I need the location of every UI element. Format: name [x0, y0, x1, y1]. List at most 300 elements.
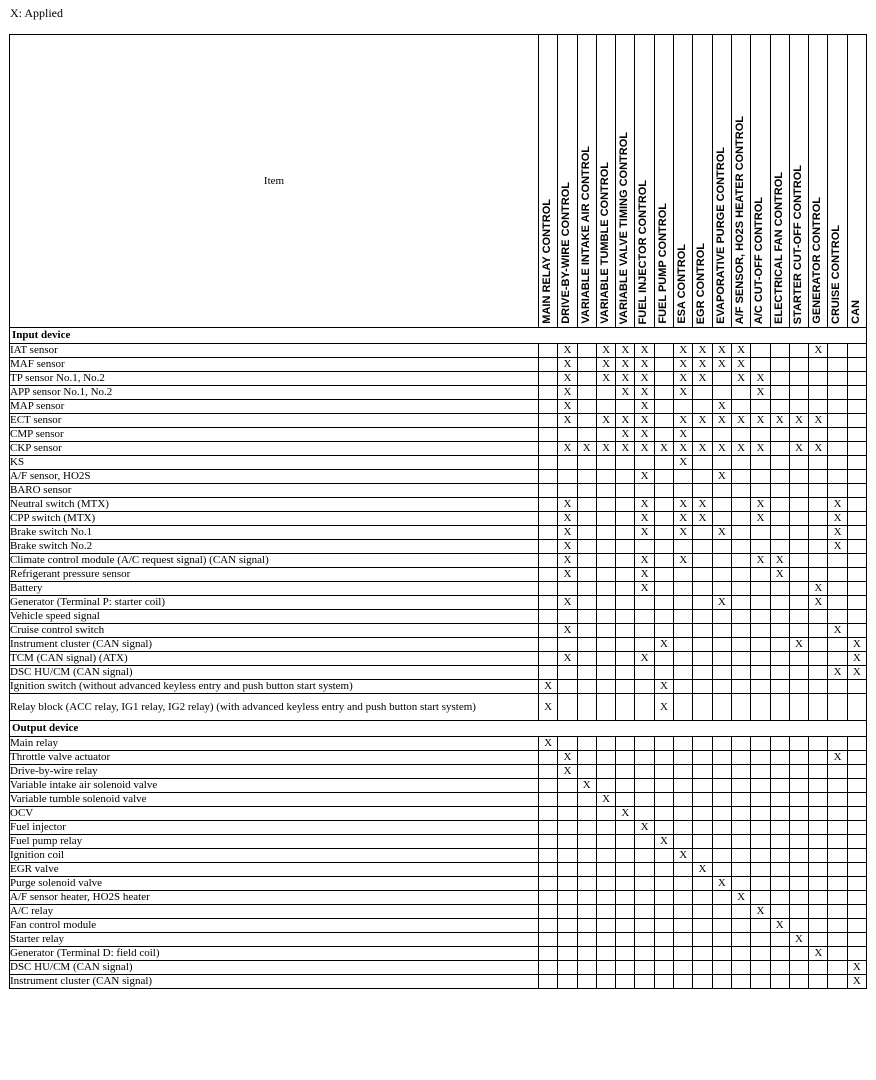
matrix-cell [596, 540, 615, 554]
matrix-cell [828, 456, 847, 470]
applied-mark: X [712, 358, 731, 372]
matrix-cell [616, 947, 635, 961]
matrix-cell [847, 554, 866, 568]
matrix-cell [712, 652, 731, 666]
matrix-cell [751, 680, 770, 694]
matrix-cell [693, 933, 712, 947]
matrix-cell [654, 372, 673, 386]
matrix-cell [789, 751, 808, 765]
matrix-cell [635, 891, 654, 905]
matrix-cell [789, 344, 808, 358]
matrix-cell [809, 428, 828, 442]
matrix-cell [712, 863, 731, 877]
applied-mark: X [712, 344, 731, 358]
matrix-cell [809, 905, 828, 919]
column-header-label: EVAPORATIVE PURGE CONTROL [714, 147, 727, 324]
matrix-cell [712, 835, 731, 849]
matrix-cell [539, 596, 558, 610]
table-row [10, 961, 867, 975]
matrix-cell [712, 933, 731, 947]
matrix-cell [539, 779, 558, 793]
matrix-cell [674, 624, 693, 638]
row-label: BARO sensor [10, 484, 539, 498]
matrix-cell [828, 891, 847, 905]
matrix-cell [654, 849, 673, 863]
table-row [10, 666, 867, 680]
matrix-cell [809, 680, 828, 694]
matrix-cell [712, 849, 731, 863]
matrix-cell [828, 793, 847, 807]
matrix-cell [770, 456, 789, 470]
matrix-cell [751, 961, 770, 975]
matrix-cell [674, 961, 693, 975]
matrix-cell [596, 554, 615, 568]
applied-mark: X [558, 751, 577, 765]
matrix-cell [596, 975, 615, 989]
applied-mark: X [596, 372, 615, 386]
matrix-cell [828, 821, 847, 835]
matrix-cell [809, 512, 828, 526]
applied-mark: X [674, 442, 693, 456]
column-header-0 [539, 35, 558, 328]
matrix-cell [616, 694, 635, 721]
matrix-cell [828, 596, 847, 610]
table-row [10, 456, 867, 470]
matrix-cell [674, 484, 693, 498]
matrix-cell [539, 512, 558, 526]
matrix-cell [847, 498, 866, 512]
column-header-label: EGR CONTROL [695, 242, 708, 324]
matrix-cell [731, 737, 750, 751]
column-header-label: VARIABLE VALVE TIMING CONTROL [618, 131, 631, 324]
matrix-cell [616, 554, 635, 568]
matrix-cell [596, 624, 615, 638]
table-row [10, 905, 867, 919]
applied-mark: X [558, 540, 577, 554]
matrix-cell [751, 358, 770, 372]
matrix-cell [847, 680, 866, 694]
matrix-cell [789, 849, 808, 863]
matrix-cell [789, 554, 808, 568]
matrix-cell [596, 610, 615, 624]
matrix-cell [731, 554, 750, 568]
matrix-cell [731, 596, 750, 610]
table-row [10, 680, 867, 694]
matrix-cell [770, 905, 789, 919]
matrix-cell [751, 638, 770, 652]
matrix-cell [539, 540, 558, 554]
applied-mark: X [654, 638, 673, 652]
matrix-cell [577, 947, 596, 961]
matrix-cell [577, 863, 596, 877]
applied-mark: X [616, 442, 635, 456]
matrix-cell [577, 400, 596, 414]
matrix-cell [847, 526, 866, 540]
matrix-cell [558, 456, 577, 470]
matrix-cell [616, 779, 635, 793]
matrix-cell [770, 666, 789, 680]
matrix-cell [596, 863, 615, 877]
matrix-cell [616, 498, 635, 512]
matrix-cell [770, 610, 789, 624]
matrix-cell [654, 610, 673, 624]
matrix-cell [693, 694, 712, 721]
matrix-cell [751, 849, 770, 863]
matrix-cell [577, 568, 596, 582]
applied-mark: X [847, 666, 866, 680]
row-label: Relay block (ACC relay, IG1 relay, IG2 relay) (with advanced keyless entry and push button start system) [10, 694, 539, 721]
matrix-cell [731, 779, 750, 793]
matrix-cell [539, 638, 558, 652]
matrix-cell [770, 863, 789, 877]
matrix-cell [789, 680, 808, 694]
applied-mark: X [596, 344, 615, 358]
table-row [10, 737, 867, 751]
matrix-cell [577, 624, 596, 638]
row-label: Generator (Terminal P: starter coil) [10, 596, 539, 610]
matrix-cell [558, 933, 577, 947]
matrix-cell [693, 891, 712, 905]
matrix-cell [558, 680, 577, 694]
matrix-cell [770, 596, 789, 610]
matrix-cell [577, 610, 596, 624]
row-label: Instrument cluster (CAN signal) [10, 638, 539, 652]
matrix-cell [731, 526, 750, 540]
applied-mark: X [847, 975, 866, 989]
matrix-cell [616, 568, 635, 582]
row-label: Vehicle speed signal [10, 610, 539, 624]
matrix-cell [847, 779, 866, 793]
applied-mark: X [616, 358, 635, 372]
matrix-cell [635, 765, 654, 779]
column-header-5 [635, 35, 654, 328]
matrix-cell [558, 877, 577, 891]
table-row [10, 610, 867, 624]
table-row [10, 526, 867, 540]
applied-mark: X [635, 344, 654, 358]
matrix-cell [635, 863, 654, 877]
matrix-cell [789, 891, 808, 905]
legend-text: X: Applied [10, 6, 63, 20]
matrix-cell [712, 821, 731, 835]
matrix-cell [577, 891, 596, 905]
matrix-cell [654, 905, 673, 919]
applied-mark: X [635, 442, 654, 456]
applied-mark: X [539, 737, 558, 751]
applied-mark: X [674, 498, 693, 512]
matrix-cell [731, 456, 750, 470]
matrix-cell [674, 807, 693, 821]
table-row [10, 947, 867, 961]
matrix-cell [616, 526, 635, 540]
matrix-cell [674, 400, 693, 414]
column-header-2 [577, 35, 596, 328]
matrix-cell [596, 582, 615, 596]
table-row [10, 835, 867, 849]
matrix-cell [751, 807, 770, 821]
matrix-cell [635, 905, 654, 919]
matrix-cell [539, 498, 558, 512]
matrix-cell [577, 765, 596, 779]
applied-mark: X [577, 442, 596, 456]
applied-mark: X [712, 526, 731, 540]
row-label: Fuel injector [10, 821, 539, 835]
applied-mark: X [596, 358, 615, 372]
column-header-8 [693, 35, 712, 328]
item-column-header: Item [10, 35, 539, 328]
column-header-label: ESA CONTROL [676, 244, 689, 324]
matrix-cell [693, 456, 712, 470]
matrix-cell [809, 610, 828, 624]
matrix-cell [577, 680, 596, 694]
matrix-cell [789, 568, 808, 582]
table-row [10, 470, 867, 484]
matrix-cell [596, 694, 615, 721]
matrix-cell [789, 666, 808, 680]
matrix-cell [539, 849, 558, 863]
matrix-cell [577, 666, 596, 680]
matrix-cell [674, 596, 693, 610]
applied-mark: X [731, 344, 750, 358]
matrix-cell [577, 793, 596, 807]
matrix-cell [539, 947, 558, 961]
column-header-11 [751, 35, 770, 328]
matrix-cell [539, 358, 558, 372]
row-label: APP sensor No.1, No.2 [10, 386, 539, 400]
applied-mark: X [674, 358, 693, 372]
matrix-cell [616, 835, 635, 849]
matrix-cell [693, 905, 712, 919]
matrix-cell [828, 484, 847, 498]
matrix-cell [751, 400, 770, 414]
applied-mark: X [558, 652, 577, 666]
matrix-cell [789, 905, 808, 919]
matrix-cell [712, 554, 731, 568]
matrix-cell [693, 386, 712, 400]
applied-mark: X [558, 442, 577, 456]
table-row [10, 891, 867, 905]
matrix-cell [751, 610, 770, 624]
matrix-cell [789, 807, 808, 821]
matrix-cell [847, 358, 866, 372]
matrix-cell [616, 933, 635, 947]
applied-mark: X [674, 344, 693, 358]
matrix-cell [712, 582, 731, 596]
row-label: Variable intake air solenoid valve [10, 779, 539, 793]
matrix-cell [809, 386, 828, 400]
matrix-cell [828, 400, 847, 414]
matrix-cell [693, 807, 712, 821]
matrix-cell [809, 835, 828, 849]
matrix-cell [654, 582, 673, 596]
matrix-cell [577, 428, 596, 442]
row-label: MAP sensor [10, 400, 539, 414]
matrix-cell [770, 400, 789, 414]
matrix-cell [577, 358, 596, 372]
matrix-cell [654, 484, 673, 498]
applied-mark: X [693, 442, 712, 456]
matrix-cell [712, 919, 731, 933]
matrix-cell [577, 372, 596, 386]
matrix-cell [712, 386, 731, 400]
matrix-cell [693, 428, 712, 442]
matrix-cell [654, 344, 673, 358]
table-row [10, 554, 867, 568]
matrix-cell [828, 947, 847, 961]
matrix-cell [828, 554, 847, 568]
matrix-cell [674, 610, 693, 624]
matrix-cell [770, 498, 789, 512]
matrix-cell [809, 919, 828, 933]
matrix-cell [539, 905, 558, 919]
matrix-cell [847, 414, 866, 428]
applied-mark: X [674, 414, 693, 428]
matrix-cell [712, 779, 731, 793]
matrix-cell [693, 666, 712, 680]
matrix-cell [847, 694, 866, 721]
matrix-cell [674, 877, 693, 891]
matrix-cell [828, 737, 847, 751]
matrix-cell [847, 751, 866, 765]
table-row [10, 512, 867, 526]
matrix-cell [789, 624, 808, 638]
matrix-cell [751, 456, 770, 470]
table-row [10, 498, 867, 512]
applied-mark: X [847, 652, 866, 666]
matrix-cell [539, 835, 558, 849]
matrix-cell [654, 652, 673, 666]
matrix-cell [616, 638, 635, 652]
matrix-cell [731, 428, 750, 442]
matrix-cell [616, 891, 635, 905]
matrix-cell [809, 540, 828, 554]
matrix-cell [770, 877, 789, 891]
matrix-cell [539, 442, 558, 456]
matrix-cell [674, 905, 693, 919]
matrix-cell [693, 568, 712, 582]
matrix-cell [558, 919, 577, 933]
applied-mark: X [770, 554, 789, 568]
matrix-cell [751, 526, 770, 540]
matrix-cell [654, 863, 673, 877]
matrix-cell [654, 751, 673, 765]
column-header-label: GENERATOR CONTROL [811, 197, 824, 324]
applied-mark: X [558, 400, 577, 414]
matrix-cell [616, 540, 635, 554]
matrix-cell [809, 652, 828, 666]
applied-mark: X [847, 961, 866, 975]
matrix-cell [789, 582, 808, 596]
matrix-cell [693, 526, 712, 540]
matrix-cell [635, 737, 654, 751]
matrix-cell [751, 947, 770, 961]
matrix-cell [577, 526, 596, 540]
matrix-cell [770, 484, 789, 498]
matrix-cell [616, 765, 635, 779]
matrix-cell [616, 905, 635, 919]
matrix-cell [616, 751, 635, 765]
matrix-cell [809, 737, 828, 751]
matrix-cell [693, 470, 712, 484]
table-row [10, 442, 867, 456]
applied-mark: X [635, 358, 654, 372]
applied-mark: X [751, 512, 770, 526]
matrix-cell [809, 498, 828, 512]
section-title: Input device [10, 328, 867, 344]
matrix-cell [539, 568, 558, 582]
applied-mark: X [635, 470, 654, 484]
matrix-cell [693, 610, 712, 624]
applied-mark: X [635, 386, 654, 400]
row-label: Fuel pump relay [10, 835, 539, 849]
table-row [10, 428, 867, 442]
matrix-cell [828, 835, 847, 849]
matrix-cell [712, 765, 731, 779]
matrix-cell [558, 849, 577, 863]
matrix-cell [770, 428, 789, 442]
matrix-cell [596, 765, 615, 779]
matrix-cell [654, 596, 673, 610]
matrix-cell [558, 835, 577, 849]
matrix-cell [635, 947, 654, 961]
matrix-cell [789, 737, 808, 751]
matrix-cell [770, 652, 789, 666]
matrix-cell [712, 624, 731, 638]
column-header-10 [731, 35, 750, 328]
column-header-15 [828, 35, 847, 328]
applied-mark: X [558, 596, 577, 610]
matrix-cell [731, 666, 750, 680]
applied-mark: X [693, 863, 712, 877]
matrix-cell [539, 624, 558, 638]
matrix-cell [731, 470, 750, 484]
matrix-cell [558, 470, 577, 484]
matrix-cell [828, 344, 847, 358]
column-header-label: DRIVE-BY-WIRE CONTROL [560, 182, 573, 324]
matrix-cell [596, 737, 615, 751]
applied-mark: X [712, 877, 731, 891]
matrix-cell [751, 737, 770, 751]
matrix-cell [654, 554, 673, 568]
matrix-cell [809, 456, 828, 470]
matrix-cell [558, 638, 577, 652]
matrix-cell [558, 891, 577, 905]
matrix-cell [654, 807, 673, 821]
matrix-cell [616, 484, 635, 498]
column-header-16 [847, 35, 866, 328]
matrix-cell [789, 540, 808, 554]
applied-mark: X [596, 414, 615, 428]
matrix-cell [712, 737, 731, 751]
matrix-cell [828, 961, 847, 975]
matrix-cell [654, 358, 673, 372]
applied-mark: X [635, 652, 654, 666]
matrix-cell [731, 484, 750, 498]
matrix-cell [539, 484, 558, 498]
matrix-cell [693, 596, 712, 610]
applied-mark: X [674, 526, 693, 540]
matrix-cell [731, 975, 750, 989]
matrix-cell [751, 568, 770, 582]
matrix-cell [770, 372, 789, 386]
matrix-cell [654, 540, 673, 554]
matrix-cell [693, 737, 712, 751]
matrix-cell [539, 821, 558, 835]
row-label: Purge solenoid valve [10, 877, 539, 891]
applied-mark: X [635, 568, 654, 582]
matrix-cell [616, 400, 635, 414]
row-label: Neutral switch (MTX) [10, 498, 539, 512]
